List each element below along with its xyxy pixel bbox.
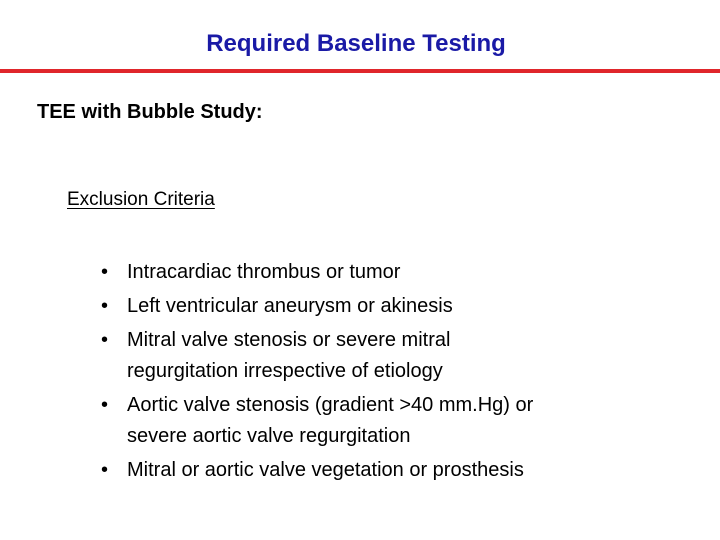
subtitle: TEE with Bubble Study: xyxy=(37,101,263,123)
list-item-text: Mitral valve stenosis or severe mitral regurgitation irrespective of etiology xyxy=(127,329,451,382)
bullet-icon: • xyxy=(101,459,109,481)
list-item-text: Intracardiac thrombus or tumor xyxy=(127,261,401,283)
list-item xyxy=(97,291,697,322)
title-divider xyxy=(0,69,720,73)
list-item xyxy=(97,257,697,288)
bullet-icon: • xyxy=(101,394,109,416)
list-item-text: Left ventricular aneurysm or akinesis xyxy=(127,295,453,317)
list-item-text: Aortic valve stenosis (gradient >40 mm.Hg) or severe aortic valve regurgitation xyxy=(127,394,534,447)
list-item xyxy=(97,455,697,486)
bullet-icon: • xyxy=(101,261,109,283)
bullet-icon: • xyxy=(101,295,109,317)
list-item xyxy=(97,390,697,452)
slide-title: Required Baseline Testing xyxy=(206,30,506,57)
exclusion-criteria-list xyxy=(97,257,697,489)
section-heading: Exclusion Criteria xyxy=(67,189,215,210)
bullet-icon: • xyxy=(101,329,109,351)
list-item xyxy=(97,325,697,387)
list-item-text: Mitral or aortic valve vegetation or prosthesis xyxy=(127,459,524,481)
